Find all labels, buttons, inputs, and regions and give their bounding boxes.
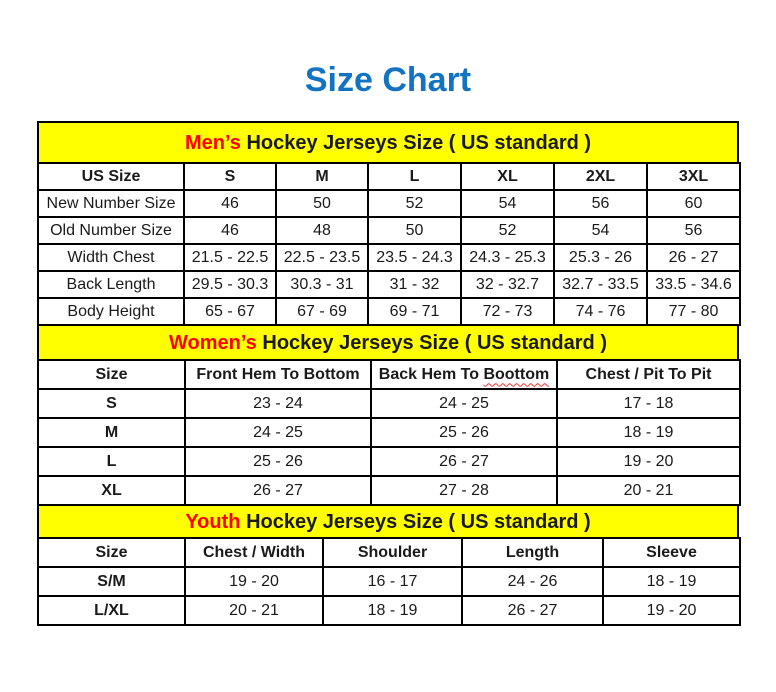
mens-row-back-length <box>38 271 740 298</box>
row-label: XL <box>38 476 185 505</box>
size-value-cell: 26 - 27 <box>371 447 557 476</box>
size-value-cell: 16 - 17 <box>323 567 462 596</box>
size-value-cell: 25 - 26 <box>371 418 557 447</box>
mens-col-header: L <box>368 163 461 190</box>
mens-banner-highlight: Men’s <box>184 132 241 154</box>
womens-col-header: Front Hem To Bottom <box>185 360 371 389</box>
size-value-cell: 25 - 26 <box>185 447 371 476</box>
size-value-cell: 26 - 27 <box>647 244 740 271</box>
size-value-cell: 32.7 - 33.5 <box>554 271 647 298</box>
size-value-cell: 33.5 - 34.6 <box>647 271 740 298</box>
page-title: Size Chart <box>304 61 472 99</box>
size-value-cell: 17 - 18 <box>557 389 740 418</box>
size-value-cell: 26 - 27 <box>185 476 371 505</box>
mens-size-table <box>37 162 741 326</box>
size-value-cell: 19 - 20 <box>603 596 740 625</box>
youth-row-lxl <box>38 596 740 625</box>
youth-banner-highlight: Youth <box>185 511 241 533</box>
size-value-cell: 23.5 - 24.3 <box>368 244 461 271</box>
youth-col-header: Shoulder <box>323 538 462 567</box>
womens-banner-highlight: Women’s <box>169 332 257 354</box>
youth-col-header: Length <box>462 538 603 567</box>
size-value-cell: 56 <box>647 217 740 244</box>
size-value-cell: 18 - 19 <box>323 596 462 625</box>
size-value-cell: 60 <box>647 190 740 217</box>
size-value-cell: 67 - 69 <box>276 298 368 325</box>
womens-row-m <box>38 418 740 447</box>
row-label: Width Chest <box>38 244 184 271</box>
size-value-cell: 18 - 19 <box>557 418 740 447</box>
size-value-cell: 23 - 24 <box>185 389 371 418</box>
size-value-cell: 31 - 32 <box>368 271 461 298</box>
size-value-cell: 19 - 20 <box>185 567 323 596</box>
size-value-cell: 74 - 76 <box>554 298 647 325</box>
mens-col-header: XL <box>461 163 554 190</box>
mens-col-header: M <box>276 163 368 190</box>
mens-banner-text: Hockey Jerseys Size ( US standard ) <box>246 132 592 154</box>
size-value-cell: 24 - 25 <box>371 389 557 418</box>
size-value-cell: 54 <box>461 190 554 217</box>
row-label: Old Number Size <box>38 217 184 244</box>
row-label: M <box>38 418 185 447</box>
back-hem-misspelled-word: Boottom <box>483 365 550 383</box>
row-label: Back Length <box>38 271 184 298</box>
youth-section-banner <box>37 504 739 539</box>
mens-section-banner <box>37 121 739 164</box>
size-value-cell: 32 - 32.7 <box>461 271 554 298</box>
size-value-cell: 30.3 - 31 <box>276 271 368 298</box>
size-value-cell: 20 - 21 <box>557 476 740 505</box>
size-value-cell: 21.5 - 22.5 <box>184 244 276 271</box>
mens-col-header: 2XL <box>554 163 647 190</box>
size-value-cell: 52 <box>368 190 461 217</box>
youth-header-row <box>38 538 740 567</box>
size-value-cell: 50 <box>276 190 368 217</box>
size-value-cell: 52 <box>461 217 554 244</box>
youth-banner-text: Hockey Jerseys Size ( US standard ) <box>246 511 591 533</box>
size-value-cell: 26 - 27 <box>462 596 603 625</box>
mens-row-old-number-size <box>38 217 740 244</box>
youth-size-table <box>37 537 741 626</box>
size-chart <box>37 121 739 626</box>
row-label: Body Height <box>38 298 184 325</box>
youth-col-header: Size <box>38 538 185 567</box>
size-value-cell: 46 <box>184 190 276 217</box>
size-value-cell: 27 - 28 <box>371 476 557 505</box>
mens-row-body-height <box>38 298 740 325</box>
mens-row-new-number-size <box>38 190 740 217</box>
size-value-cell: 19 - 20 <box>557 447 740 476</box>
size-value-cell: 48 <box>276 217 368 244</box>
size-value-cell: 22.5 - 23.5 <box>276 244 368 271</box>
womens-row-l <box>38 447 740 476</box>
youth-col-header: Chest / Width <box>185 538 323 567</box>
row-label: L/XL <box>38 596 185 625</box>
size-value-cell: 25.3 - 26 <box>554 244 647 271</box>
size-value-cell: 18 - 19 <box>603 567 740 596</box>
womens-col-header: Size <box>38 360 185 389</box>
size-value-cell: 24.3 - 25.3 <box>461 244 554 271</box>
womens-banner-text: Hockey Jerseys Size ( US standard ) <box>262 332 607 354</box>
size-value-cell: 65 - 67 <box>184 298 276 325</box>
size-value-cell: 77 - 80 <box>647 298 740 325</box>
womens-col-header-back-hem <box>371 360 557 389</box>
size-value-cell: 50 <box>368 217 461 244</box>
womens-row-xl <box>38 476 740 505</box>
row-label: L <box>38 447 185 476</box>
size-value-cell: 20 - 21 <box>185 596 323 625</box>
womens-row-s <box>38 389 740 418</box>
womens-header-row <box>38 360 740 389</box>
womens-section-banner <box>37 324 739 361</box>
youth-row-sm <box>38 567 740 596</box>
womens-size-table <box>37 359 741 506</box>
mens-header-row <box>38 163 740 190</box>
size-value-cell: 46 <box>184 217 276 244</box>
womens-col-header: Chest / Pit To Pit <box>557 360 740 389</box>
mens-col-header: S <box>184 163 276 190</box>
mens-col-header: 3XL <box>647 163 740 190</box>
size-value-cell: 29.5 - 30.3 <box>184 271 276 298</box>
mens-col-header: US Size <box>38 163 184 190</box>
size-value-cell: 24 - 26 <box>462 567 603 596</box>
size-value-cell: 69 - 71 <box>368 298 461 325</box>
youth-col-header: Sleeve <box>603 538 740 567</box>
row-label: S <box>38 389 185 418</box>
back-hem-label: Back Hem To <box>378 365 479 383</box>
size-value-cell: 24 - 25 <box>185 418 371 447</box>
size-value-cell: 72 - 73 <box>461 298 554 325</box>
size-value-cell: 56 <box>554 190 647 217</box>
size-value-cell: 54 <box>554 217 647 244</box>
mens-row-width-chest <box>38 244 740 271</box>
row-label: New Number Size <box>38 190 184 217</box>
row-label: S/M <box>38 567 185 596</box>
